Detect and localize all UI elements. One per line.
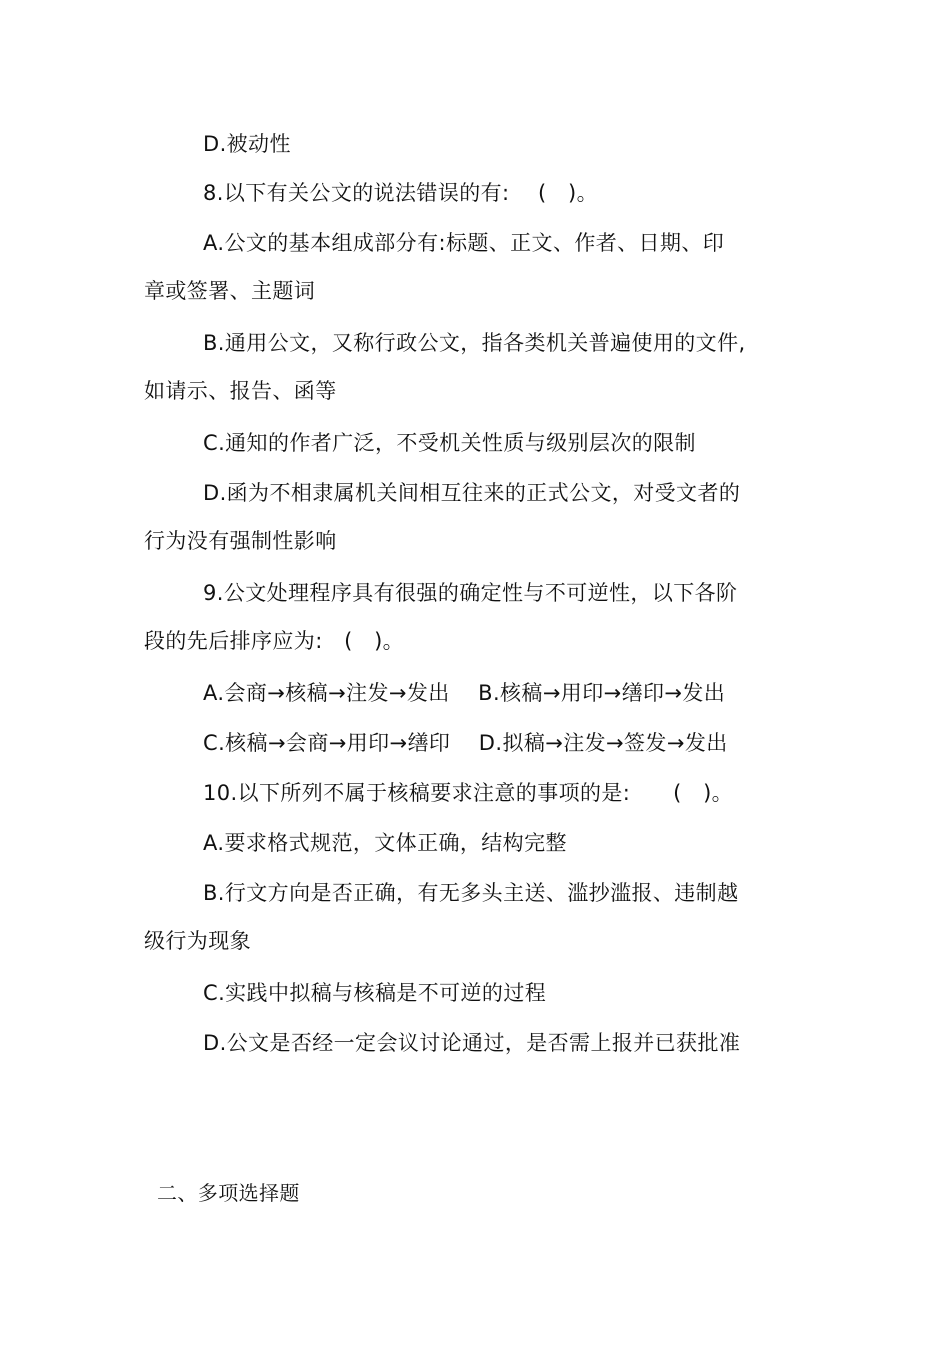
q10-option-d: D.公文是否经一定会议讨论通过，是否需上报并已获批准 [203, 1031, 741, 1055]
q10-option-b-cont: 级行为现象 [144, 929, 251, 953]
q9-options-ab: A.会商→核稿→注发→发出 B.核稿→用印→缮印→发出 [203, 681, 726, 705]
q8-option-b-cont: 如请示、报告、函等 [144, 379, 337, 403]
q7-option-d: D.被动性 [203, 132, 291, 156]
q8-option-a: A.公文的基本组成部分有:标题、正文、作者、日期、印 [203, 231, 725, 255]
question-8: 8.以下有关公文的说法错误的有: ( )。 [203, 181, 598, 205]
q10-option-a: A.要求格式规范，文体正确，结构完整 [203, 831, 567, 855]
section-heading: 二、多项选择题 [157, 1181, 300, 1205]
q8-option-d-cont: 行为没有强制性影响 [144, 529, 337, 553]
question-9-cont: 段的先后排序应为: ( )。 [144, 629, 405, 653]
q8-option-d: D.函为不相隶属机关间相互往来的正式公文，对受文者的 [203, 481, 741, 505]
q10-option-b: B.行文方向是否正确，有无多头主送、滥抄滥报、违制越 [203, 881, 739, 905]
q10-option-c: C.实践中拟稿与核稿是不可逆的过程 [203, 981, 547, 1005]
q9-options-cd: C.核稿→会商→用印→缮印 D.拟稿→注发→签发→发出 [203, 731, 728, 755]
q8-option-c: C.通知的作者广泛，不受机关性质与级别层次的限制 [203, 431, 696, 455]
q8-option-a-cont: 章或签署、主题词 [144, 279, 316, 303]
question-9: 9.公文处理程序具有很强的确定性与不可逆性，以下各阶 [203, 581, 738, 605]
q8-option-b: B.通用公文，又称行政公文，指各类机关普遍使用的文件, [203, 331, 746, 355]
question-10: 10.以下所列不属于核稿要求注意的事项的是: ( )。 [203, 781, 734, 805]
